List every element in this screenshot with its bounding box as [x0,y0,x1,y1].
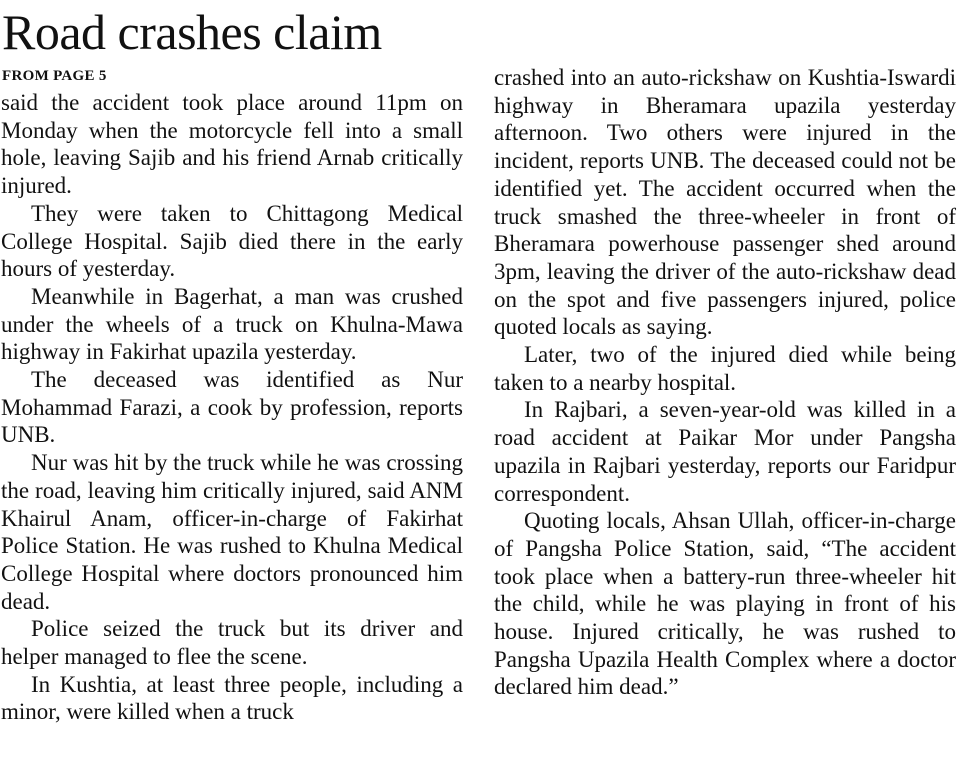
headline: Road crashes claim [2,4,382,60]
continuation-kicker: FROM PAGE 5 [2,68,107,84]
paragraph: Meanwhile in Bagerhat, a man was crushed under the wheels of a truck on Khulna-Mawa highway in Fakirhat upazila yesterday. [1,283,463,365]
paragraph: In Rajbari, a seven-year-old was killed in a road accident at Paikar Mor under Pangsha upazila in Rajbari yesterday, reports our Faridpur correspondent. [494,397,956,506]
article-column-right [494,64,956,701]
paragraph: crashed into an auto-rickshaw on Kushtia-Iswardi highway in Bheramara upazila yesterday afternoon. Two others were injured in the incident, reports UNB. The deceased could not be identified yet. The accident occurred when the truck smashed the three-wheeler in front of Bheramara powerhouse passenger shed around 3pm, leaving the driver of the auto-rickshaw dead on the spot and five passengers injured, police quoted locals as saying. [494,65,956,340]
article-column-left [1,89,463,726]
paragraph: Quoting locals, Ahsan Ullah, officer-in-charge of Pangsha Police Station, said, “The accident took place when a battery-run three-wheeler hit the child, while he was playing in front of his house. Injured critically, he was rushed to Pangsha Upazila Health Complex where a doctor declared him dead.” [494,508,956,700]
paragraph: said the accident took place around 11pm on Monday when the motorcycle fell into a small hole, leaving Sajib and his friend Arnab critically injured. [1,90,463,199]
paragraph: The deceased was identified as Nur Mohammad Farazi, a cook by profession, reports UNB. [1,367,463,448]
paragraph: Later, two of the injured died while being taken to a nearby hospital. [494,342,956,395]
paragraph: In Kushtia, at least three people, including a minor, were killed when a truck [1,671,463,725]
paragraph: Nur was hit by the truck while he was crossing the road, leaving him critically injured, said ANM Khairul Anam, officer-in-charge of Fakirhat Police Station. He was rushed to Khulna Medical College Hospital where doctors pronounced him dead. [1,450,463,614]
paragraph: They were taken to Chittagong Medical College Hospital. Sajib died there in the early hours of yesterday. [1,200,463,282]
paragraph: Police seized the truck but its driver and helper managed to flee the scene. [1,616,463,670]
